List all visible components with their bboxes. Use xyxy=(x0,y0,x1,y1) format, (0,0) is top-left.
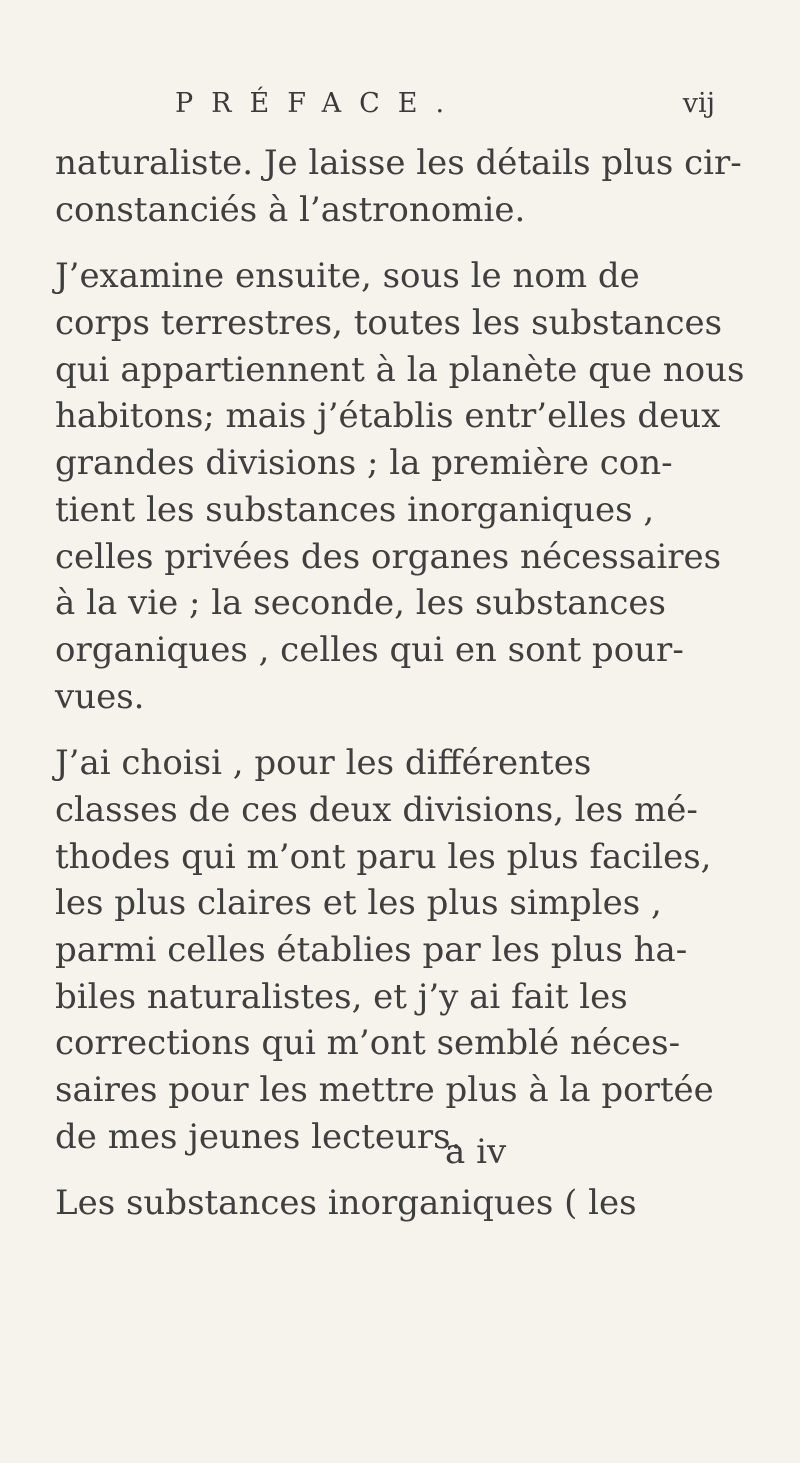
text-line: biles naturalistes, et j’y ai fait les xyxy=(55,976,628,1017)
running-header xyxy=(175,88,715,128)
text-line: parmi celles établies par les plus ha- xyxy=(55,930,688,970)
page-number: vij xyxy=(682,88,715,119)
text-line: vues. xyxy=(55,676,145,717)
text-line: J’examine ensuite, sous le nom de xyxy=(55,256,640,297)
text-line: celles privées des organes nécessaires xyxy=(55,536,722,577)
text-line: organiques , celles qui en sont pour- xyxy=(55,629,684,670)
text-line: saires pour les mettre plus à la portée xyxy=(55,1070,714,1111)
text-line: les plus claires et les plus simples , xyxy=(55,883,662,924)
text-line: qui appartiennent à la planète que nous xyxy=(55,349,745,390)
text-line: tient les substances inorganiques , xyxy=(55,489,655,530)
text-line: à la vie ; la seconde, les substances xyxy=(55,583,666,624)
paragraph-3 xyxy=(55,740,715,1160)
header-title: PRÉFACE. xyxy=(175,88,463,119)
paragraph-4 xyxy=(55,1180,715,1227)
paragraph-2 xyxy=(55,253,745,720)
text-line: habitons; mais j’établis entr’elles deux xyxy=(55,396,721,437)
text-line: naturaliste. Je laisse les détails plus cir- xyxy=(55,143,742,183)
text-line: de mes jeunes lecteurs. xyxy=(55,1116,462,1157)
catchword: a iv xyxy=(445,1132,507,1172)
paragraph-1 xyxy=(55,140,742,233)
text-line: classes de ces deux divisions, les mé- xyxy=(55,789,698,830)
text-line: corps terrestres, toutes les substances xyxy=(55,303,723,344)
text-line: thodes qui m’ont paru les plus faciles, xyxy=(55,836,712,877)
body-text xyxy=(55,140,745,1227)
text-line: grandes divisions ; la première con- xyxy=(55,443,673,484)
text-line: J’ai choisi , pour les différentes xyxy=(55,743,592,784)
text-line: Les substances inorganiques ( les xyxy=(55,1183,637,1224)
text-line: corrections qui m’ont semblé néces- xyxy=(55,1023,681,1064)
text-line: constanciés à l’astronomie. xyxy=(55,189,526,230)
